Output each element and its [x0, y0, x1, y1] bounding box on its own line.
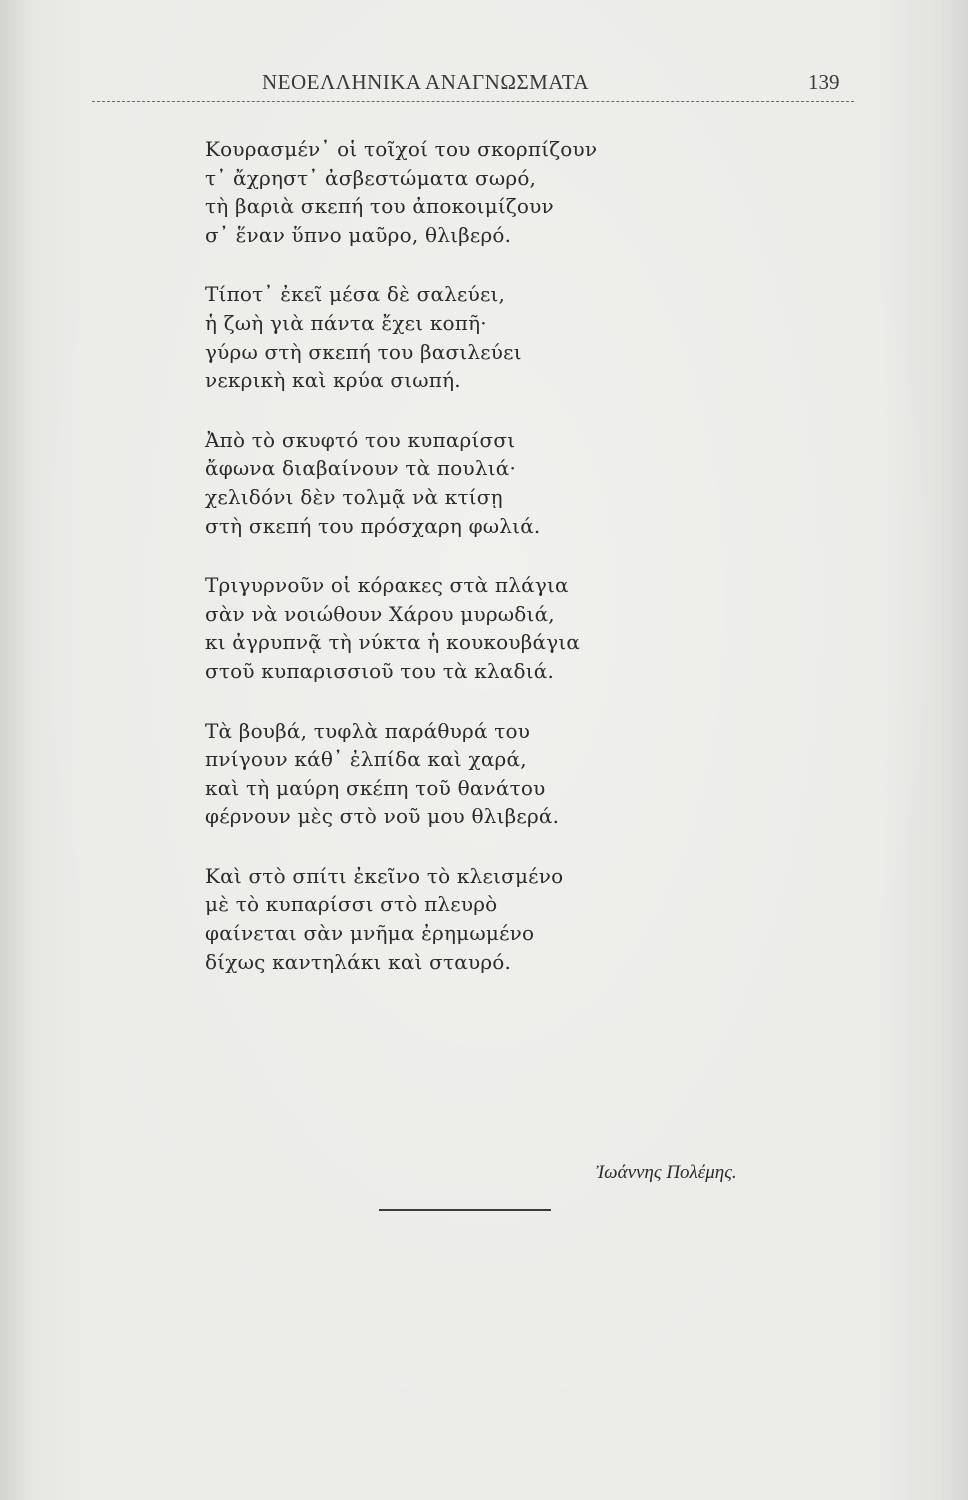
poem — [205, 135, 765, 1007]
stanza-4 — [205, 571, 765, 685]
poem-line: καὶ τὴ μαύρη σκέπη τοῦ θανάτου — [205, 775, 546, 800]
poem-line: τὴ βαριὰ σκεπή του ἀποκοιμίζουν — [205, 194, 554, 219]
stanza-6 — [205, 862, 765, 976]
page-number: 139 — [808, 70, 840, 94]
poem-line: κι ἀγρυπνᾷ τὴ νύκτα ἡ κουκουβάγια — [205, 630, 581, 655]
poem-line: πνίγουν κάθ᾽ ἐλπίδα καὶ χαρά, — [205, 747, 527, 772]
poem-line: φέρνουν μὲς στὸ νοῦ μου θλιβερά. — [205, 804, 560, 829]
stanza-2 — [205, 280, 765, 394]
poem-line: Τὰ βουβά, τυφλὰ παράθυρά του — [205, 718, 531, 743]
running-head: ΝΕΟΕΛΛΗΝΙΚΑ ΑΝΑΓΝΩΣΜΑΤΑ — [262, 70, 590, 94]
stanza-5 — [205, 717, 765, 831]
poem-line: Τίποτ᾽ ἐκεῖ μέσα δὲ σαλεύει, — [205, 282, 506, 307]
poem-line: σ᾽ ἕναν ὕπνο μαῦρο, θλιβερό. — [205, 222, 512, 247]
poem-line: μὲ τὸ κυπαρίσσι στὸ πλευρὸ — [205, 892, 498, 917]
poem-line: ἡ ζωὴ γιὰ πάντα ἔχει κοπῆ· — [205, 310, 487, 335]
stanza-1 — [205, 135, 765, 249]
poem-line: φαίνεται σὰν μνῆμα ἐρημωμένο — [205, 921, 535, 946]
stanza-3 — [205, 426, 765, 540]
poem-line: στοῦ κυπαρισσιοῦ του τὰ κλαδιά. — [205, 658, 555, 683]
poem-line: ἄφωνα διαβαίνουν τὰ πουλιά· — [205, 456, 517, 481]
closing-rule — [379, 1209, 551, 1211]
poem-line: Τριγυρνοῦν οἱ κόρακες στὰ πλάγια — [205, 573, 569, 598]
poem-line: στὴ σκεπή του πρόσχαρη φωλιά. — [205, 513, 541, 538]
poem-line: γύρω στὴ σκεπή του βασιλεύει — [205, 339, 522, 364]
poem-line: τ᾽ ἄχρηστ᾽ ἀσβεστώματα σωρό, — [205, 165, 537, 190]
poem-line: Κουρασμέν᾽ οἱ τοῖχοί του σκορπίζουν — [205, 137, 598, 161]
poem-line: Ἀπὸ τὸ σκυφτό του κυπαρίσσι — [205, 427, 516, 452]
poem-line: δίχως καντηλάκι καὶ σταυρό. — [205, 949, 512, 974]
author-signature: Ἰωάννης Πολέμης. — [596, 1162, 737, 1183]
poem-line: νεκρικὴ καὶ κρύα σιωπή. — [205, 368, 461, 393]
poem-line: σὰν νὰ νοιώθουν Χάρου μυρωδιά, — [205, 601, 555, 626]
header-rule — [92, 101, 854, 102]
poem-line: χελιδόνι δὲν τολμᾷ νὰ κτίσῃ — [205, 484, 503, 509]
poem-line: Καὶ στὸ σπίτι ἐκεῖνο τὸ κλεισμένο — [205, 863, 564, 888]
